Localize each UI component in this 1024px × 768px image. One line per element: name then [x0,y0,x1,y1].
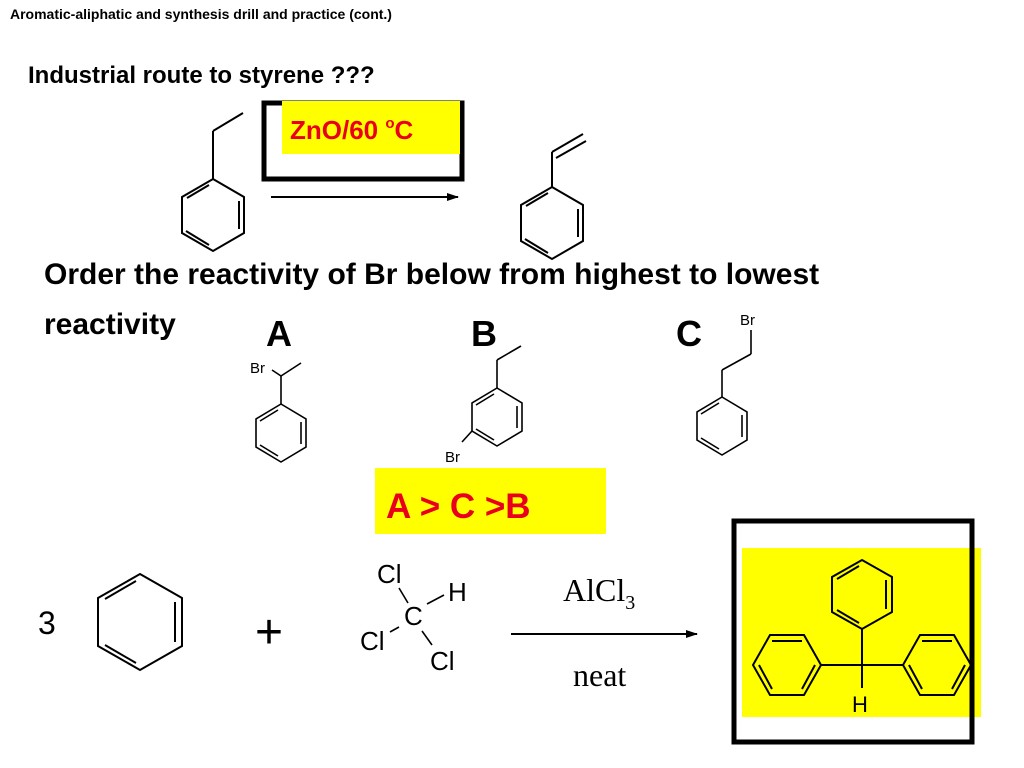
svg-text:Cl: Cl [377,559,402,589]
reaction-conditions: ZnO/60 $^o$C [290,115,414,145]
chloroform-structure [360,559,467,676]
compound-label-a: A [266,313,292,354]
catalyst-label: AlCl$_3$ [563,572,636,614]
compound-label-b: B [471,313,497,354]
compound-b-structure [462,346,522,446]
reactivity-question-line1: Order the reactivity of Br below from highest to lowest [44,258,820,291]
stoichiometric-coefficient: 3 [38,605,56,641]
slide-header: Aromatic-aliphatic and synthesis drill and practice (cont.) [10,6,392,22]
solvent-label: neat [573,657,627,693]
benzene-structure [98,574,182,670]
ethylbenzene-structure [182,113,244,251]
styrene-structure [521,134,586,259]
compound-b-bromine: Br [445,449,460,466]
product-hydrogen: H [852,692,868,717]
svg-text:Cl: Cl [430,646,455,676]
svg-text:H: H [448,577,467,607]
compound-c-bromine: Br [740,312,755,329]
styrene-route-title: Industrial route to styrene ??? [28,62,375,89]
reactivity-answer: A > C >B [386,487,531,526]
compound-label-c: C [676,313,702,354]
compound-a-bromine: Br [250,360,265,377]
compound-c-structure [697,330,751,455]
svg-text:C: C [404,601,423,631]
compound-a-structure [256,363,306,462]
reactivity-question-line2: reactivity [44,308,176,341]
plus-sign: + [255,606,284,659]
svg-text:Cl: Cl [360,626,385,656]
